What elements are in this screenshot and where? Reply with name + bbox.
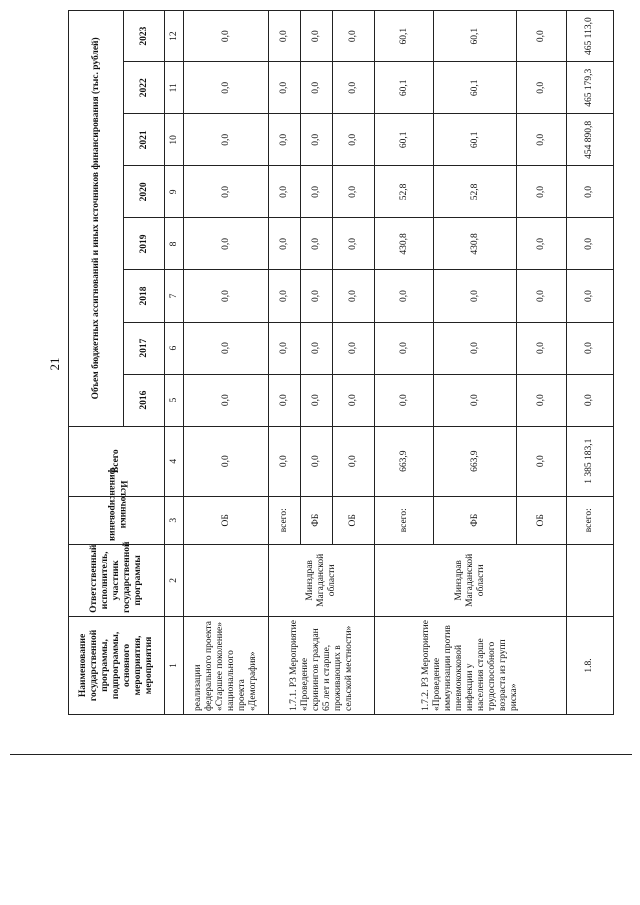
row-value: 0,0 [184,374,269,426]
row-value: 0,0 [269,218,301,270]
row-value: 430,8 [375,218,434,270]
row-value: 0,0 [184,11,269,62]
row-value: 52,8 [434,166,517,218]
row-value: 0,0 [332,114,375,166]
column-number: 4 [165,426,184,496]
row-source: ФБ [434,496,517,544]
row-name: 1.7.1. Р3 Мероприятие «Проведение скринингов граждан 65 лет и старше, проживающих в сельской местности» [269,616,375,714]
row-value: 0,0 [184,166,269,218]
header-year: 2017 [124,322,165,374]
row-value: 0,0 [300,11,332,62]
row-value: 430,8 [434,218,517,270]
row-value: 0,0 [269,322,301,374]
row-value: 0,0 [375,270,434,322]
row-value: 60,1 [375,114,434,166]
row-value: 52,8 [375,166,434,218]
table-row [375,11,434,715]
row-name: 1.8. [566,616,613,714]
row-value: 0,0 [269,270,301,322]
row-total: 0,0 [269,426,301,496]
row-value: 0,0 [566,270,613,322]
row-value: 0,0 [300,114,332,166]
row-executor: Минздрав Магаданской области [269,544,375,616]
row-value: 0,0 [517,374,567,426]
table-row [184,11,269,715]
column-number: 9 [165,166,184,218]
row-name: 1.7.2. Р3 Мероприятие «Проведение иммунизации против пневмококковой инфекции у населения старше трудоспособного возраста из групп риска» [375,616,566,714]
header-total: Всего [69,426,165,496]
header-executor: Ответственный исполнитель, участник государственной программы [69,544,165,616]
row-value: 0,0 [332,218,375,270]
page-number: 21 [47,357,62,371]
row-value: 0,0 [269,11,301,62]
row-value: 0,0 [517,218,567,270]
row-value: 0,0 [184,62,269,114]
row-executor [566,544,613,616]
column-number: 12 [165,11,184,62]
column-number: 11 [165,62,184,114]
row-value: 0,0 [434,322,517,374]
table-row [269,11,301,715]
row-total: 0,0 [300,426,332,496]
row-source: ОБ [184,496,269,544]
row-value: 0,0 [332,166,375,218]
header-year: 2019 [124,218,165,270]
column-number: 7 [165,270,184,322]
row-value: 0,0 [375,374,434,426]
row-value: 0,0 [184,114,269,166]
row-source: всего: [269,496,301,544]
row-value: 0,0 [332,374,375,426]
header-year: 2020 [124,166,165,218]
row-value: 0,0 [434,374,517,426]
row-value: 0,0 [300,270,332,322]
row-value: 0,0 [332,62,375,114]
row-value: 0,0 [566,166,613,218]
row-value: 0,0 [269,374,301,426]
row-value: 0,0 [300,62,332,114]
row-total: 0,0 [332,426,375,496]
row-value: 0,0 [517,114,567,166]
row-value: 60,1 [434,114,517,166]
header-source [69,467,165,544]
table-row [566,11,613,715]
row-executor [184,544,269,616]
header-year: 2016 [124,374,165,426]
header-year: 2022 [124,62,165,114]
header-source-label: Источники финансирования [106,467,128,541]
column-number: 3 [165,496,184,544]
row-total: 0,0 [184,426,269,496]
row-value: 0,0 [300,166,332,218]
row-value: 0,0 [300,374,332,426]
column-number: 10 [165,114,184,166]
row-value: 0,0 [184,218,269,270]
header-volume: Объем бюджетных ассигнований и иных источников финансирования (тыс. рублей) [69,11,124,427]
row-value: 0,0 [375,322,434,374]
row-value: 0,0 [269,114,301,166]
financing-table [68,10,614,715]
row-source: ФБ [300,496,332,544]
row-value: 0,0 [184,322,269,374]
row-value: 0,0 [332,11,375,62]
row-value: 465 113,0 [566,11,613,62]
row-total: 663,9 [434,426,517,496]
row-source: ОБ [517,496,567,544]
row-value: 0,0 [184,270,269,322]
row-value: 0,0 [300,218,332,270]
header-year: 2018 [124,270,165,322]
header-year: 2021 [124,114,165,166]
row-value: 0,0 [566,322,613,374]
row-value: 0,0 [517,166,567,218]
row-value: 0,0 [269,166,301,218]
table-container [68,10,614,715]
column-number: 1 [165,616,184,714]
row-source: всего: [375,496,434,544]
row-source: всего: [566,496,613,544]
row-total: 0,0 [517,426,567,496]
row-name: реализации федерального проекта «Старшее поколение» национального проекта «Демография» [184,616,269,714]
row-executor: Минздрав Магаданской области [375,544,566,616]
row-value: 60,1 [434,62,517,114]
column-number: 8 [165,218,184,270]
column-number: 6 [165,322,184,374]
row-value: 0,0 [517,11,567,62]
row-value: 0,0 [269,62,301,114]
row-value: 0,0 [517,62,567,114]
column-number: 2 [165,544,184,616]
row-value: 60,1 [434,11,517,62]
row-value: 0,0 [566,218,613,270]
row-value: 454 890,8 [566,114,613,166]
row-source: ОБ [332,496,375,544]
row-value: 0,0 [434,270,517,322]
header-year: 2023 [124,11,165,62]
row-value: 0,0 [517,270,567,322]
row-value: 0,0 [517,322,567,374]
row-value: 0,0 [332,322,375,374]
row-value: 0,0 [332,270,375,322]
row-value: 60,1 [375,11,434,62]
column-number: 5 [165,374,184,426]
row-value: 465 179,3 [566,62,613,114]
row-value: 60,1 [375,62,434,114]
row-value: 0,0 [566,374,613,426]
header-name: Наименование государственной программы, подпрограммы, основного мероприятия, мероприятия [69,616,165,714]
row-total: 1 385 183,1 [566,426,613,496]
row-total: 663,9 [375,426,434,496]
row-value: 0,0 [300,322,332,374]
page-divider [10,754,632,755]
